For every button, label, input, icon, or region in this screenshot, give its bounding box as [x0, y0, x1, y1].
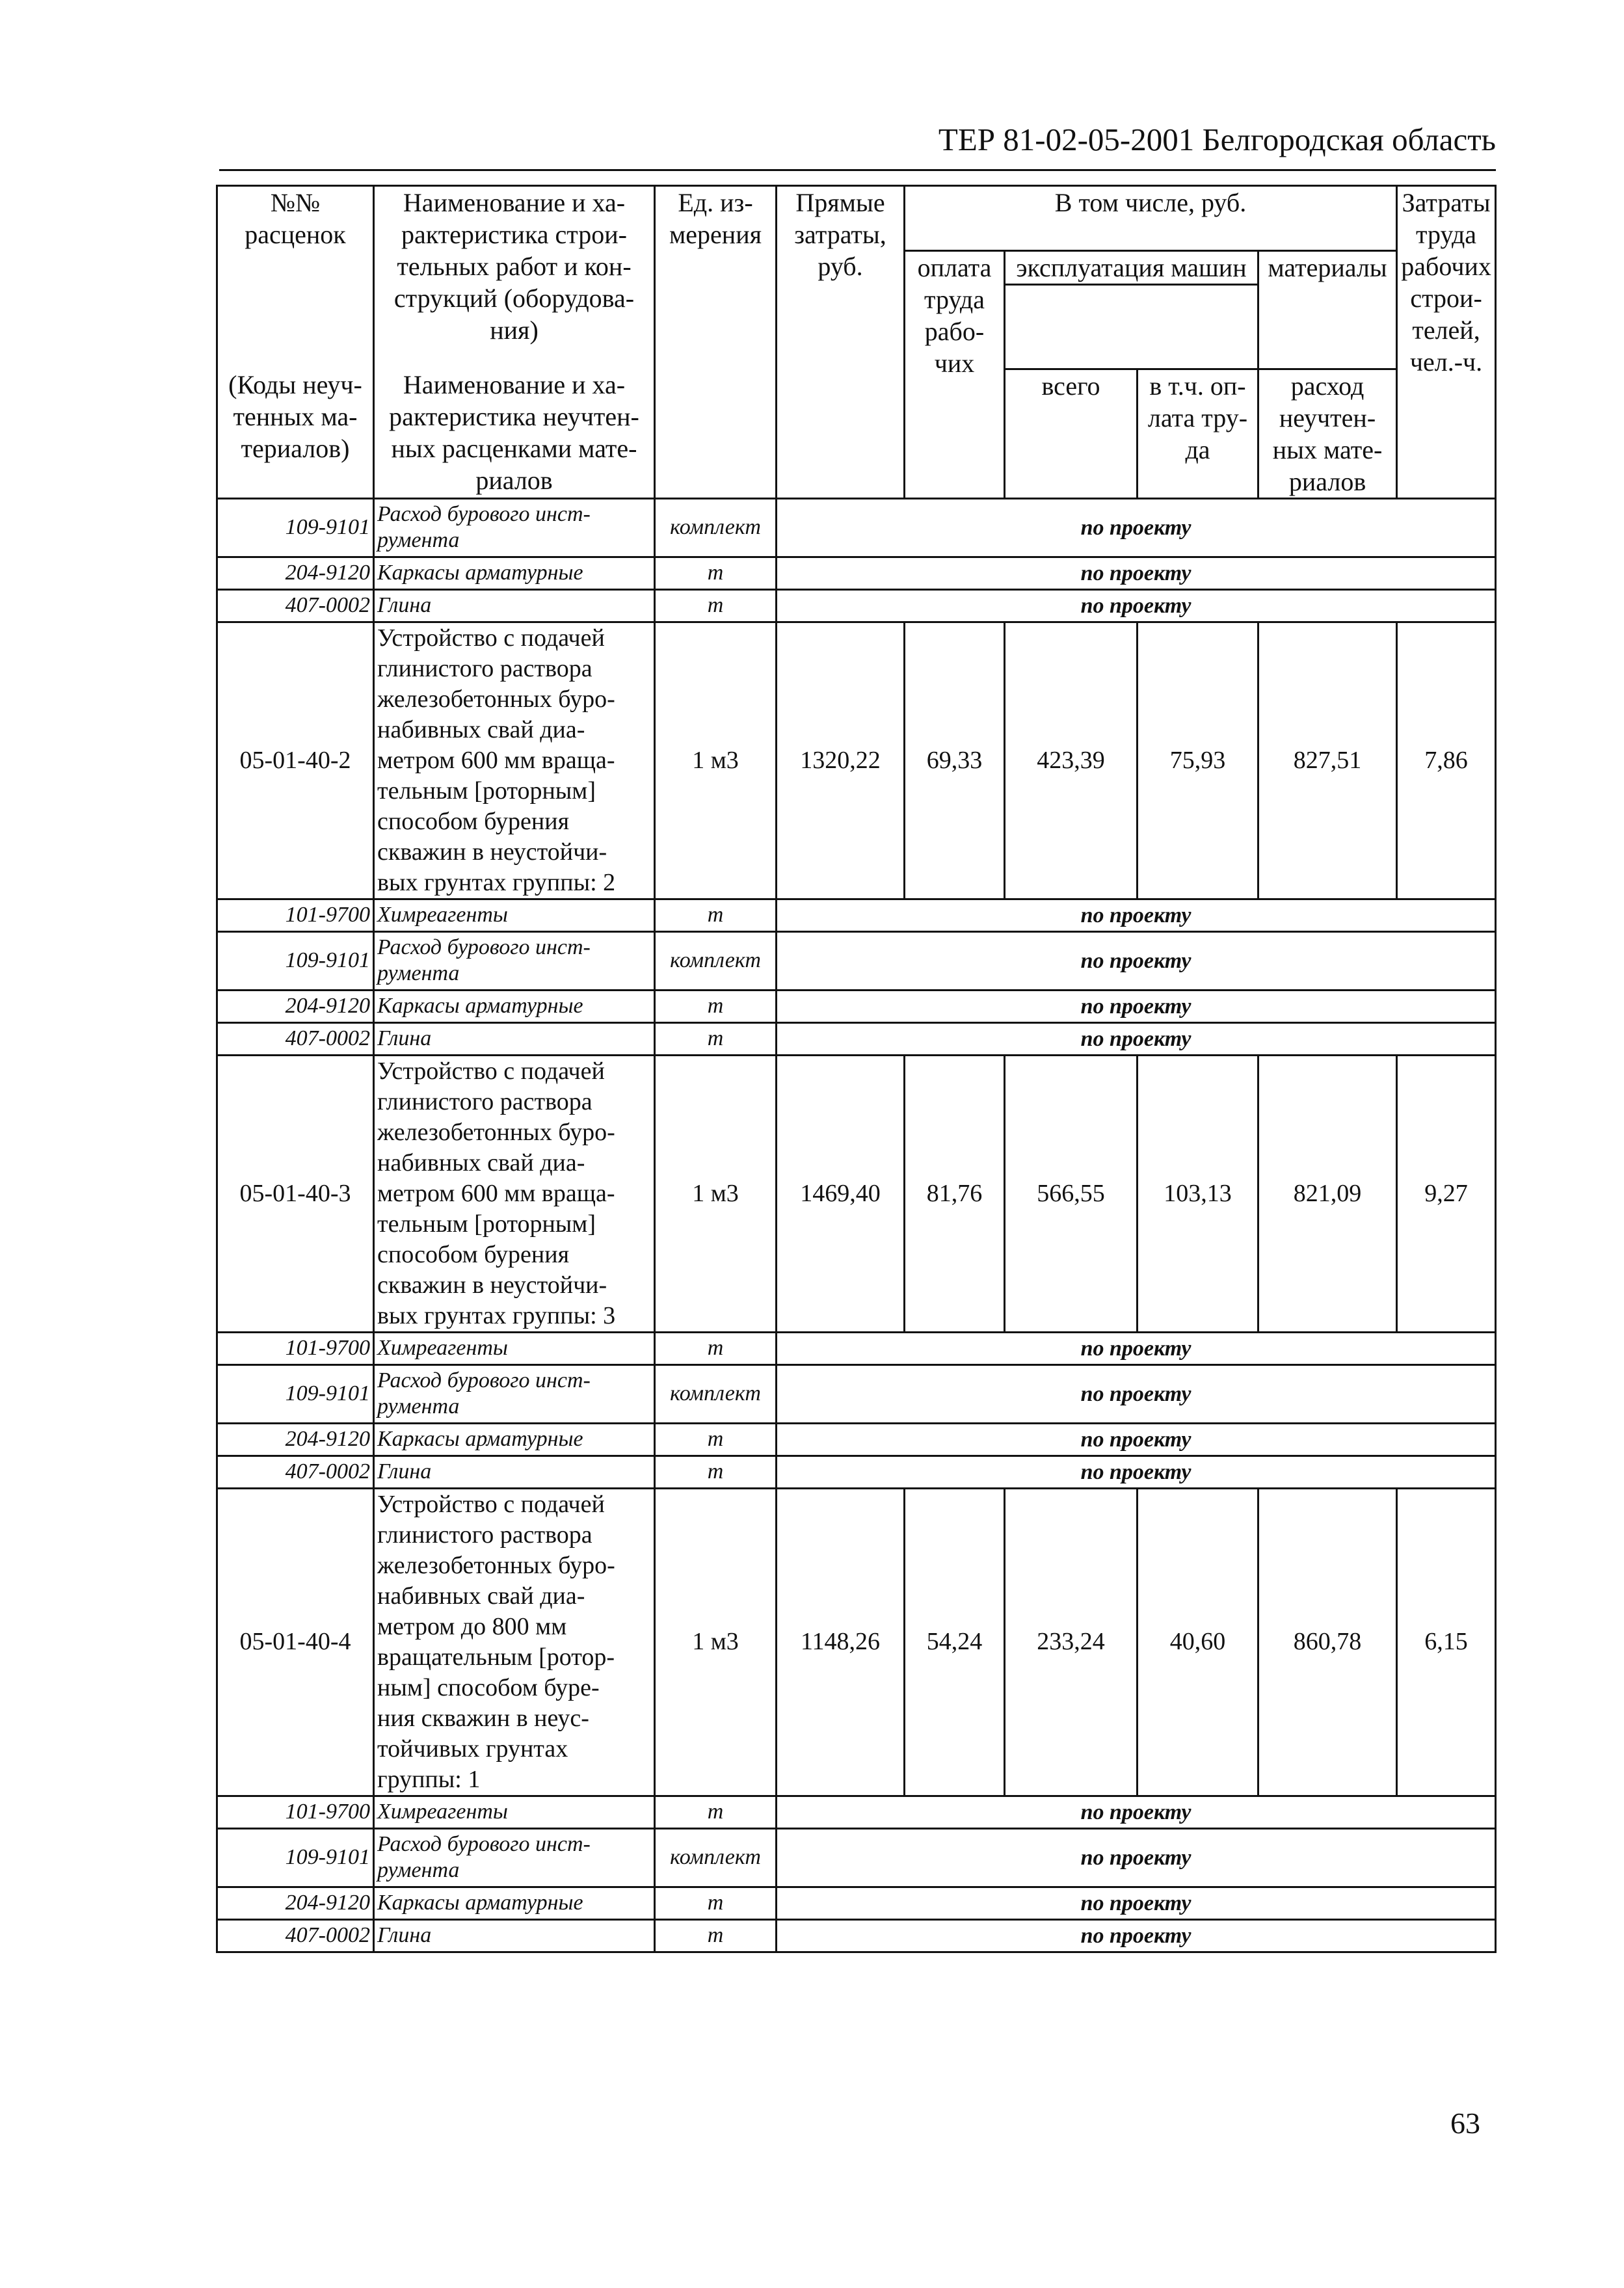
project-note: по проекту [777, 1828, 1496, 1887]
material-unit: т [655, 557, 777, 589]
material-row [217, 1456, 1496, 1488]
material-name: Химреагенты [374, 1796, 655, 1828]
project-note: по проекту [777, 1796, 1496, 1828]
rate-row [217, 1055, 1496, 1332]
material-row [217, 1796, 1496, 1828]
header-machines-labor: в т.ч. оп- лата тру- да [1138, 369, 1258, 498]
project-note: по проекту [777, 589, 1496, 622]
material-code: 204-9120 [217, 557, 374, 589]
material-unit: т [655, 1332, 777, 1364]
rate-code: 05-01-40-3 [217, 1055, 374, 1332]
header-rule [219, 169, 1496, 171]
project-note: по проекту [777, 1332, 1496, 1364]
material-name: Расход бурового инст- румента [374, 1364, 655, 1423]
material-name: Каркасы арматурные [374, 990, 655, 1022]
material-unit: т [655, 1456, 777, 1488]
material-name: Химреагенты [374, 899, 655, 931]
material-row [217, 931, 1496, 990]
project-note: по проекту [777, 1364, 1496, 1423]
header-labor: оплата труда рабо- чих [905, 250, 1005, 498]
rate-unit: 1 м3 [655, 1488, 777, 1796]
rate-row [217, 622, 1496, 899]
material-code: 204-9120 [217, 990, 374, 1022]
material-name: Каркасы арматурные [374, 1423, 655, 1456]
header-worker-hours: Затраты труда рабочих строи- телей, чел.-ч. [1397, 186, 1496, 499]
rate-direct-costs: 1148,26 [777, 1488, 905, 1796]
project-note: по проекту [777, 1022, 1496, 1055]
header-name-bottom: Наименование и ха- рактеристика неучтен- ных расценками мате- риалов [374, 369, 655, 498]
material-name: Глина [374, 1456, 655, 1488]
header-machines-total: всего [1005, 369, 1138, 498]
material-name: Глина [374, 1022, 655, 1055]
header-name-top: Наименование и ха- рактеристика строи- тельных работ и кон- струкций (оборудова- ния) [374, 186, 655, 369]
rate-row [217, 1488, 1496, 1796]
document-header: ТЕР 81-02-05-2001 Белгородская область [938, 122, 1496, 157]
material-row [217, 498, 1496, 557]
rate-unit: 1 м3 [655, 1055, 777, 1332]
header-unit: Ед. из- мерения [655, 186, 777, 499]
material-name: Расход бурового инст- румента [374, 498, 655, 557]
rate-machines-labor: 40,60 [1138, 1488, 1258, 1796]
rate-machines-total: 233,24 [1005, 1488, 1138, 1796]
material-code: 407-0002 [217, 1022, 374, 1055]
rate-direct-costs: 1320,22 [777, 622, 905, 899]
material-code: 109-9101 [217, 1364, 374, 1423]
material-row [217, 1332, 1496, 1364]
project-note: по проекту [777, 1919, 1496, 1952]
material-name: Расход бурового инст- румента [374, 931, 655, 990]
project-note: по проекту [777, 990, 1496, 1022]
header-direct-costs: Прямые затраты, руб. [777, 186, 905, 499]
rate-labor: 81,76 [905, 1055, 1005, 1332]
header-machines-spacer [1005, 284, 1258, 369]
material-unit: комплект [655, 931, 777, 990]
header-code-spacer [217, 250, 374, 369]
material-unit: т [655, 589, 777, 622]
material-code: 101-9700 [217, 1332, 374, 1364]
project-note: по проекту [777, 1423, 1496, 1456]
material-row [217, 1887, 1496, 1919]
rate-direct-costs: 1469,40 [777, 1055, 905, 1332]
material-unit: т [655, 1796, 777, 1828]
rate-machines-total: 423,39 [1005, 622, 1138, 899]
material-code: 407-0002 [217, 1919, 374, 1952]
header-code-top: №№ расценок [217, 186, 374, 251]
material-name: Расход бурового инст- румента [374, 1828, 655, 1887]
rate-code: 05-01-40-2 [217, 622, 374, 899]
material-row [217, 589, 1496, 622]
page-number: 63 [1450, 2107, 1480, 2140]
material-code: 407-0002 [217, 1456, 374, 1488]
material-unit: комплект [655, 1364, 777, 1423]
rate-labor: 54,24 [905, 1488, 1005, 1796]
header-materials-unaccounted: расход неучтен- ных мате- риалов [1258, 369, 1397, 498]
rate-machines-labor: 75,93 [1138, 622, 1258, 899]
material-row [217, 1919, 1496, 1952]
rate-machines-labor: 103,13 [1138, 1055, 1258, 1332]
material-code: 204-9120 [217, 1423, 374, 1456]
header-materials: материалы [1258, 250, 1397, 369]
rate-materials: 827,51 [1258, 622, 1397, 899]
rate-name: Устройство с подачей глинистого раствора железобетонных буро- набивных свай диа- метром 600 мм враща- тельным [роторным] способом бурения скважин в неустойчи- вых грунтах группы: 3 [374, 1055, 655, 1332]
material-row [217, 1423, 1496, 1456]
material-row [217, 557, 1496, 589]
material-code: 109-9101 [217, 931, 374, 990]
project-note: по проекту [777, 1887, 1496, 1919]
material-code: 407-0002 [217, 589, 374, 622]
rate-worker-hours: 9,27 [1397, 1055, 1496, 1332]
rate-unit: 1 м3 [655, 622, 777, 899]
material-code: 109-9101 [217, 1828, 374, 1887]
material-code: 109-9101 [217, 498, 374, 557]
rate-name: Устройство с подачей глинистого раствора железобетонных буро- набивных свай диа- метром до 800 мм вращательным [ротор- ным] способом буре- ния скважин в неус- тойчивых грунтах группы: 1 [374, 1488, 655, 1796]
material-unit: т [655, 990, 777, 1022]
rate-worker-hours: 7,86 [1397, 622, 1496, 899]
rate-worker-hours: 6,15 [1397, 1488, 1496, 1796]
table-body [217, 186, 1496, 1952]
rate-machines-total: 566,55 [1005, 1055, 1138, 1332]
project-note: по проекту [777, 557, 1496, 589]
rate-name: Устройство с подачей глинистого раствора железобетонных буро- набивных свай диа- метром 600 мм враща- тельным [роторным] способом бурения скважин в неустойчи- вых грунтах группы: 2 [374, 622, 655, 899]
material-row [217, 990, 1496, 1022]
material-row [217, 1364, 1496, 1423]
rate-materials: 821,09 [1258, 1055, 1397, 1332]
project-note: по проекту [777, 931, 1496, 990]
rate-code: 05-01-40-4 [217, 1488, 374, 1796]
material-unit: комплект [655, 1828, 777, 1887]
material-name: Каркасы арматурные [374, 1887, 655, 1919]
project-note: по проекту [777, 1456, 1496, 1488]
material-unit: т [655, 1022, 777, 1055]
material-unit: комплект [655, 498, 777, 557]
material-row [217, 1828, 1496, 1887]
header-row-1 [217, 186, 1496, 251]
material-row [217, 899, 1496, 931]
material-name: Глина [374, 589, 655, 622]
material-unit: т [655, 899, 777, 931]
header-code-bottom: (Коды неуч- тенных ма- териалов) [217, 369, 374, 498]
material-code: 101-9700 [217, 1796, 374, 1828]
header-machines: эксплуатация машин [1005, 250, 1258, 284]
project-note: по проекту [777, 899, 1496, 931]
material-unit: т [655, 1887, 777, 1919]
material-name: Глина [374, 1919, 655, 1952]
header-including: В том числе, руб. [905, 186, 1397, 251]
material-code: 204-9120 [217, 1887, 374, 1919]
material-unit: т [655, 1423, 777, 1456]
material-name: Каркасы арматурные [374, 557, 655, 589]
material-row [217, 1022, 1496, 1055]
project-note: по проекту [777, 498, 1496, 557]
material-name: Химреагенты [374, 1332, 655, 1364]
rates-table [216, 185, 1497, 1953]
rate-materials: 860,78 [1258, 1488, 1397, 1796]
material-code: 101-9700 [217, 899, 374, 931]
material-unit: т [655, 1919, 777, 1952]
rate-labor: 69,33 [905, 622, 1005, 899]
